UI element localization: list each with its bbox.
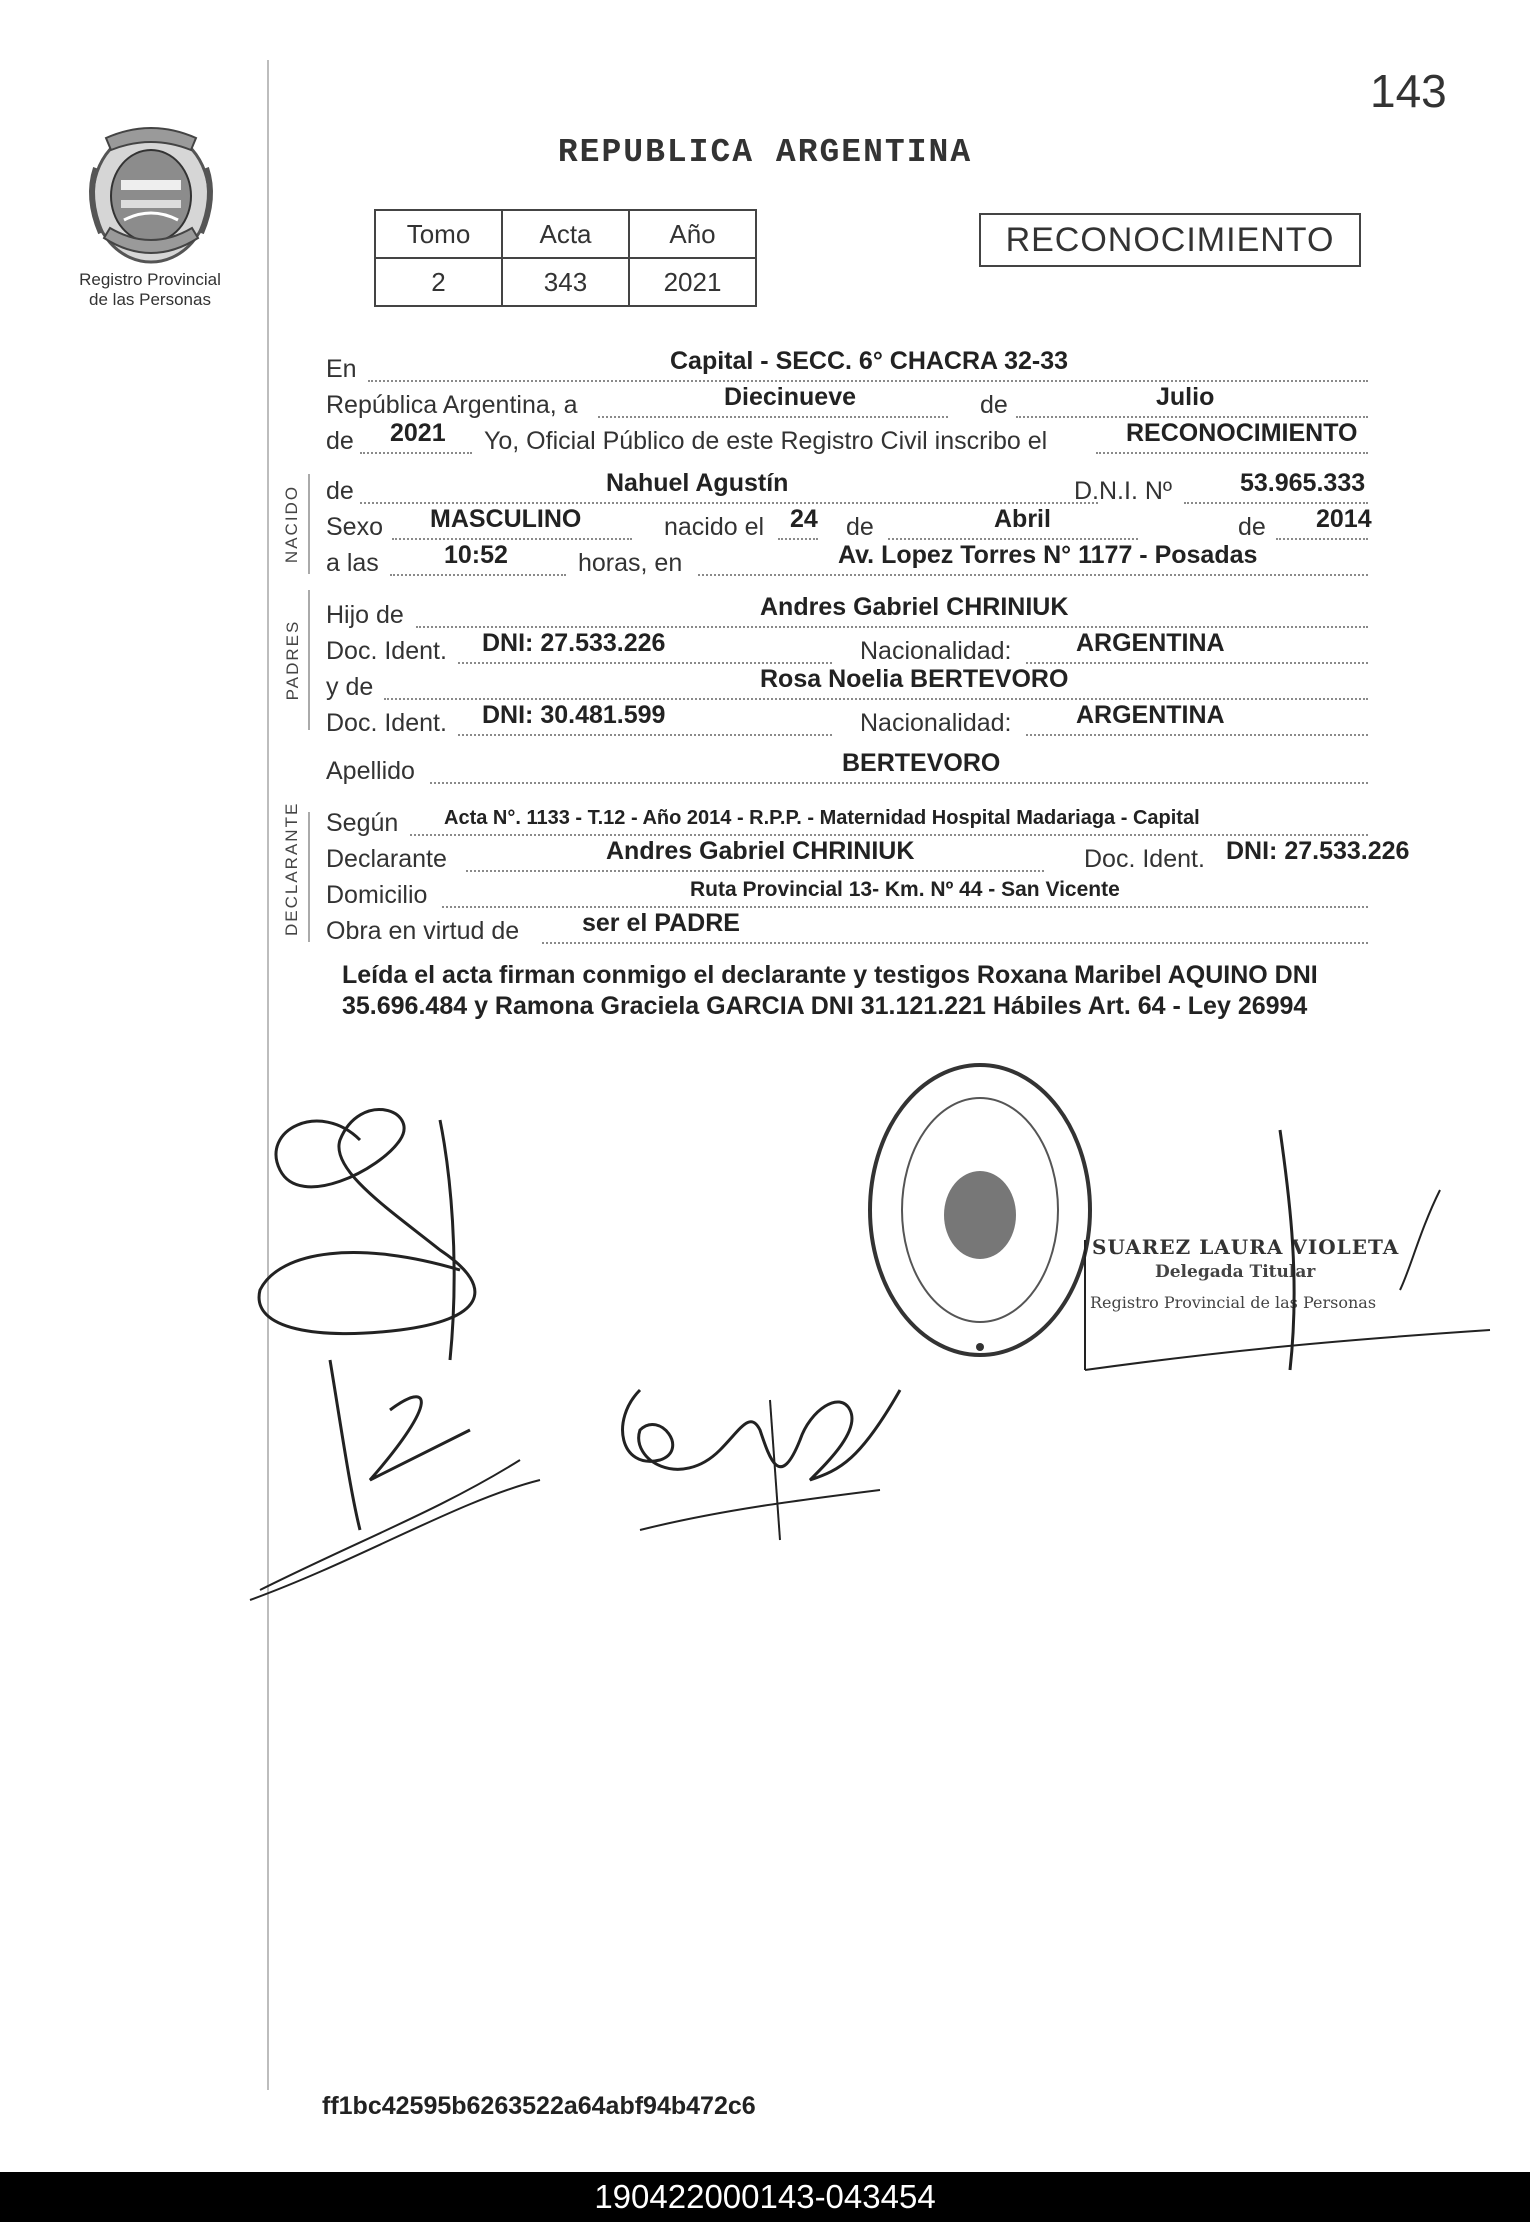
- dotted-line: [390, 574, 566, 576]
- label-declarante: Declarante: [326, 845, 447, 873]
- value-hour: 10:52: [444, 541, 508, 569]
- dotted-line: [466, 870, 1044, 872]
- dotted-line: [888, 538, 1138, 540]
- dotted-line: [598, 416, 948, 418]
- official-name: SUAREZ LAURA VIOLETA: [1092, 1235, 1400, 1259]
- declarant-signature: [240, 1060, 660, 1630]
- value-ano: 2021: [629, 258, 756, 306]
- dotted-line: [360, 452, 472, 454]
- dotted-line: [1026, 662, 1368, 664]
- label-nacido: nacido el: [664, 513, 765, 541]
- reference-table: [374, 209, 757, 307]
- label-de-birth: de: [846, 513, 874, 541]
- value-mother: Rosa Noelia BERTEVORO: [760, 665, 1069, 693]
- value-mother-nac: ARGENTINA: [1076, 701, 1225, 729]
- page-title: REPUBLICA ARGENTINA: [557, 134, 973, 171]
- registry-label: [60, 270, 240, 310]
- value-birth-month: Abril: [994, 505, 1051, 533]
- act-type-box: RECONOCIMIENTO: [979, 213, 1361, 267]
- dotted-line: [542, 942, 1368, 944]
- row-alas: [326, 541, 1426, 582]
- row-declarante: [326, 837, 1426, 878]
- dotted-line: [458, 662, 832, 664]
- label-nac-father: Nacionalidad:: [860, 637, 1012, 665]
- value-tomo: 2: [375, 258, 502, 306]
- label-alas: a las: [326, 549, 379, 577]
- label-oficial: Yo, Oficial Público de este Registro Civil inscribo el: [484, 427, 1048, 455]
- footer-code: 190422000143-043454: [0, 2172, 1530, 2222]
- value-declarante-doc: DNI: 27.533.226: [1226, 837, 1410, 865]
- label-nac-mother: Nacionalidad:: [860, 709, 1012, 737]
- side-label-padres: PADRES: [283, 619, 302, 701]
- official-role: Delegada Titular: [1155, 1262, 1316, 1282]
- dotted-line: [1096, 452, 1368, 454]
- value-dni: 53.965.333: [1240, 469, 1366, 497]
- dotted-line: [1184, 502, 1368, 504]
- dotted-line: [410, 834, 1368, 836]
- registry-line-2: de las Personas: [89, 290, 211, 309]
- label-horas: horas, en: [578, 549, 683, 577]
- value-name: Nahuel Agustín: [606, 469, 789, 497]
- row-mother-doc: [326, 701, 1426, 742]
- value-month: Julio: [1156, 383, 1215, 411]
- label-doc-mother: Doc. Ident.: [326, 709, 447, 737]
- value-day: Diecinueve: [724, 383, 857, 411]
- registry-line-1: Registro Provincial: [79, 270, 221, 289]
- label-de-name: de: [326, 477, 354, 505]
- value-domicilio: Ruta Provincial 13- Km. Nº 44 - San Vicente: [690, 878, 1120, 901]
- section-bar: [308, 474, 310, 574]
- dotted-line: [698, 574, 1368, 576]
- value-sexo: MASCULINO: [430, 505, 582, 533]
- row-obra: [326, 909, 1426, 950]
- side-label-nacido: NACIDO: [282, 484, 301, 564]
- value-en: Capital - SECC. 6° CHACRA 32-33: [670, 347, 1069, 375]
- label-obra: Obra en virtud de: [326, 917, 520, 945]
- official-signature: [1080, 1120, 1500, 1380]
- value-birth-day: 24: [790, 505, 818, 533]
- label-apellido: Apellido: [326, 757, 415, 785]
- dotted-line: [368, 380, 1368, 382]
- label-sexo: Sexo: [326, 513, 383, 541]
- label-domicilio: Domicilio: [326, 881, 428, 909]
- value-year: 2021: [390, 419, 446, 447]
- row-year: [326, 419, 1426, 460]
- header-tomo: Tomo: [375, 210, 502, 258]
- document-hash: ff1bc42595b6263522a64abf94b472c6: [322, 2092, 756, 2120]
- dotted-line: [360, 502, 1098, 504]
- dotted-line: [430, 782, 1368, 784]
- label-dni: D.N.I. Nº: [1074, 477, 1173, 505]
- label-de-year: de: [326, 427, 354, 455]
- label-en: En: [326, 355, 357, 383]
- dotted-line: [416, 626, 1368, 628]
- row-en: [326, 347, 1426, 388]
- section-bar: [308, 590, 310, 730]
- label-doc-father: Doc. Ident.: [326, 637, 447, 665]
- dotted-line: [458, 734, 832, 736]
- header-acta: Acta: [502, 210, 629, 258]
- value-place: Av. Lopez Torres N° 1177 - Posadas: [838, 541, 1258, 569]
- dotted-line: [1276, 538, 1368, 540]
- section-bar: [308, 812, 310, 942]
- label-republica: República Argentina, a: [326, 391, 578, 419]
- label-de: de: [980, 391, 1008, 419]
- value-mother-doc: DNI: 30.481.599: [482, 701, 666, 729]
- value-father-doc: DNI: 27.533.226: [482, 629, 666, 657]
- reference-header-row: [375, 210, 756, 258]
- page-number: 143: [1370, 65, 1447, 117]
- reference-value-row: [375, 258, 756, 306]
- value-father: Andres Gabriel CHRINIUK: [760, 593, 1069, 621]
- label-segun: Según: [326, 809, 399, 837]
- label-hijo: Hijo de: [326, 601, 404, 629]
- row-domicilio: [326, 878, 1426, 914]
- row-apellido: [326, 749, 1426, 790]
- dotted-line: [442, 906, 1368, 908]
- value-declarante: Andres Gabriel CHRINIUK: [606, 837, 915, 865]
- dotted-line: [384, 698, 1368, 700]
- label-declarante-doc: Doc. Ident.: [1084, 845, 1205, 873]
- side-label-declarante: DECLARANTE: [282, 801, 301, 936]
- closing-text: Leída el acta firman conmigo el declarante y testigos Roxana Maribel AQUINO DNI 35.696.484 y Ramona Graciela GARCIA DNI 31.121.221 Hábiles Art. 64 - Ley 26994: [342, 961, 1318, 1020]
- value-inscribo: RECONOCIMIENTO: [1126, 419, 1358, 447]
- dotted-line: [778, 538, 818, 540]
- value-birth-year: 2014: [1316, 505, 1372, 533]
- witness-signature: [600, 1350, 920, 1550]
- official-seal-icon: [860, 1055, 1100, 1365]
- label-yde: y de: [326, 673, 374, 701]
- header-ano: Año: [629, 210, 756, 258]
- dotted-line: [1016, 416, 1368, 418]
- value-segun: Acta N°. 1133 - T.12 - Año 2014 - R.P.P. - Maternidad Hospital Madariaga - Capital: [444, 807, 1200, 829]
- value-obra: ser el PADRE: [582, 909, 740, 937]
- official-org: Registro Provincial de las Personas: [1090, 1293, 1377, 1312]
- dotted-line: [392, 538, 632, 540]
- value-apellido: BERTEVORO: [842, 749, 1001, 777]
- label-de-birth-year: de: [1238, 513, 1266, 541]
- dotted-line: [1026, 734, 1368, 736]
- value-acta: 343: [502, 258, 629, 306]
- value-father-nac: ARGENTINA: [1076, 629, 1225, 657]
